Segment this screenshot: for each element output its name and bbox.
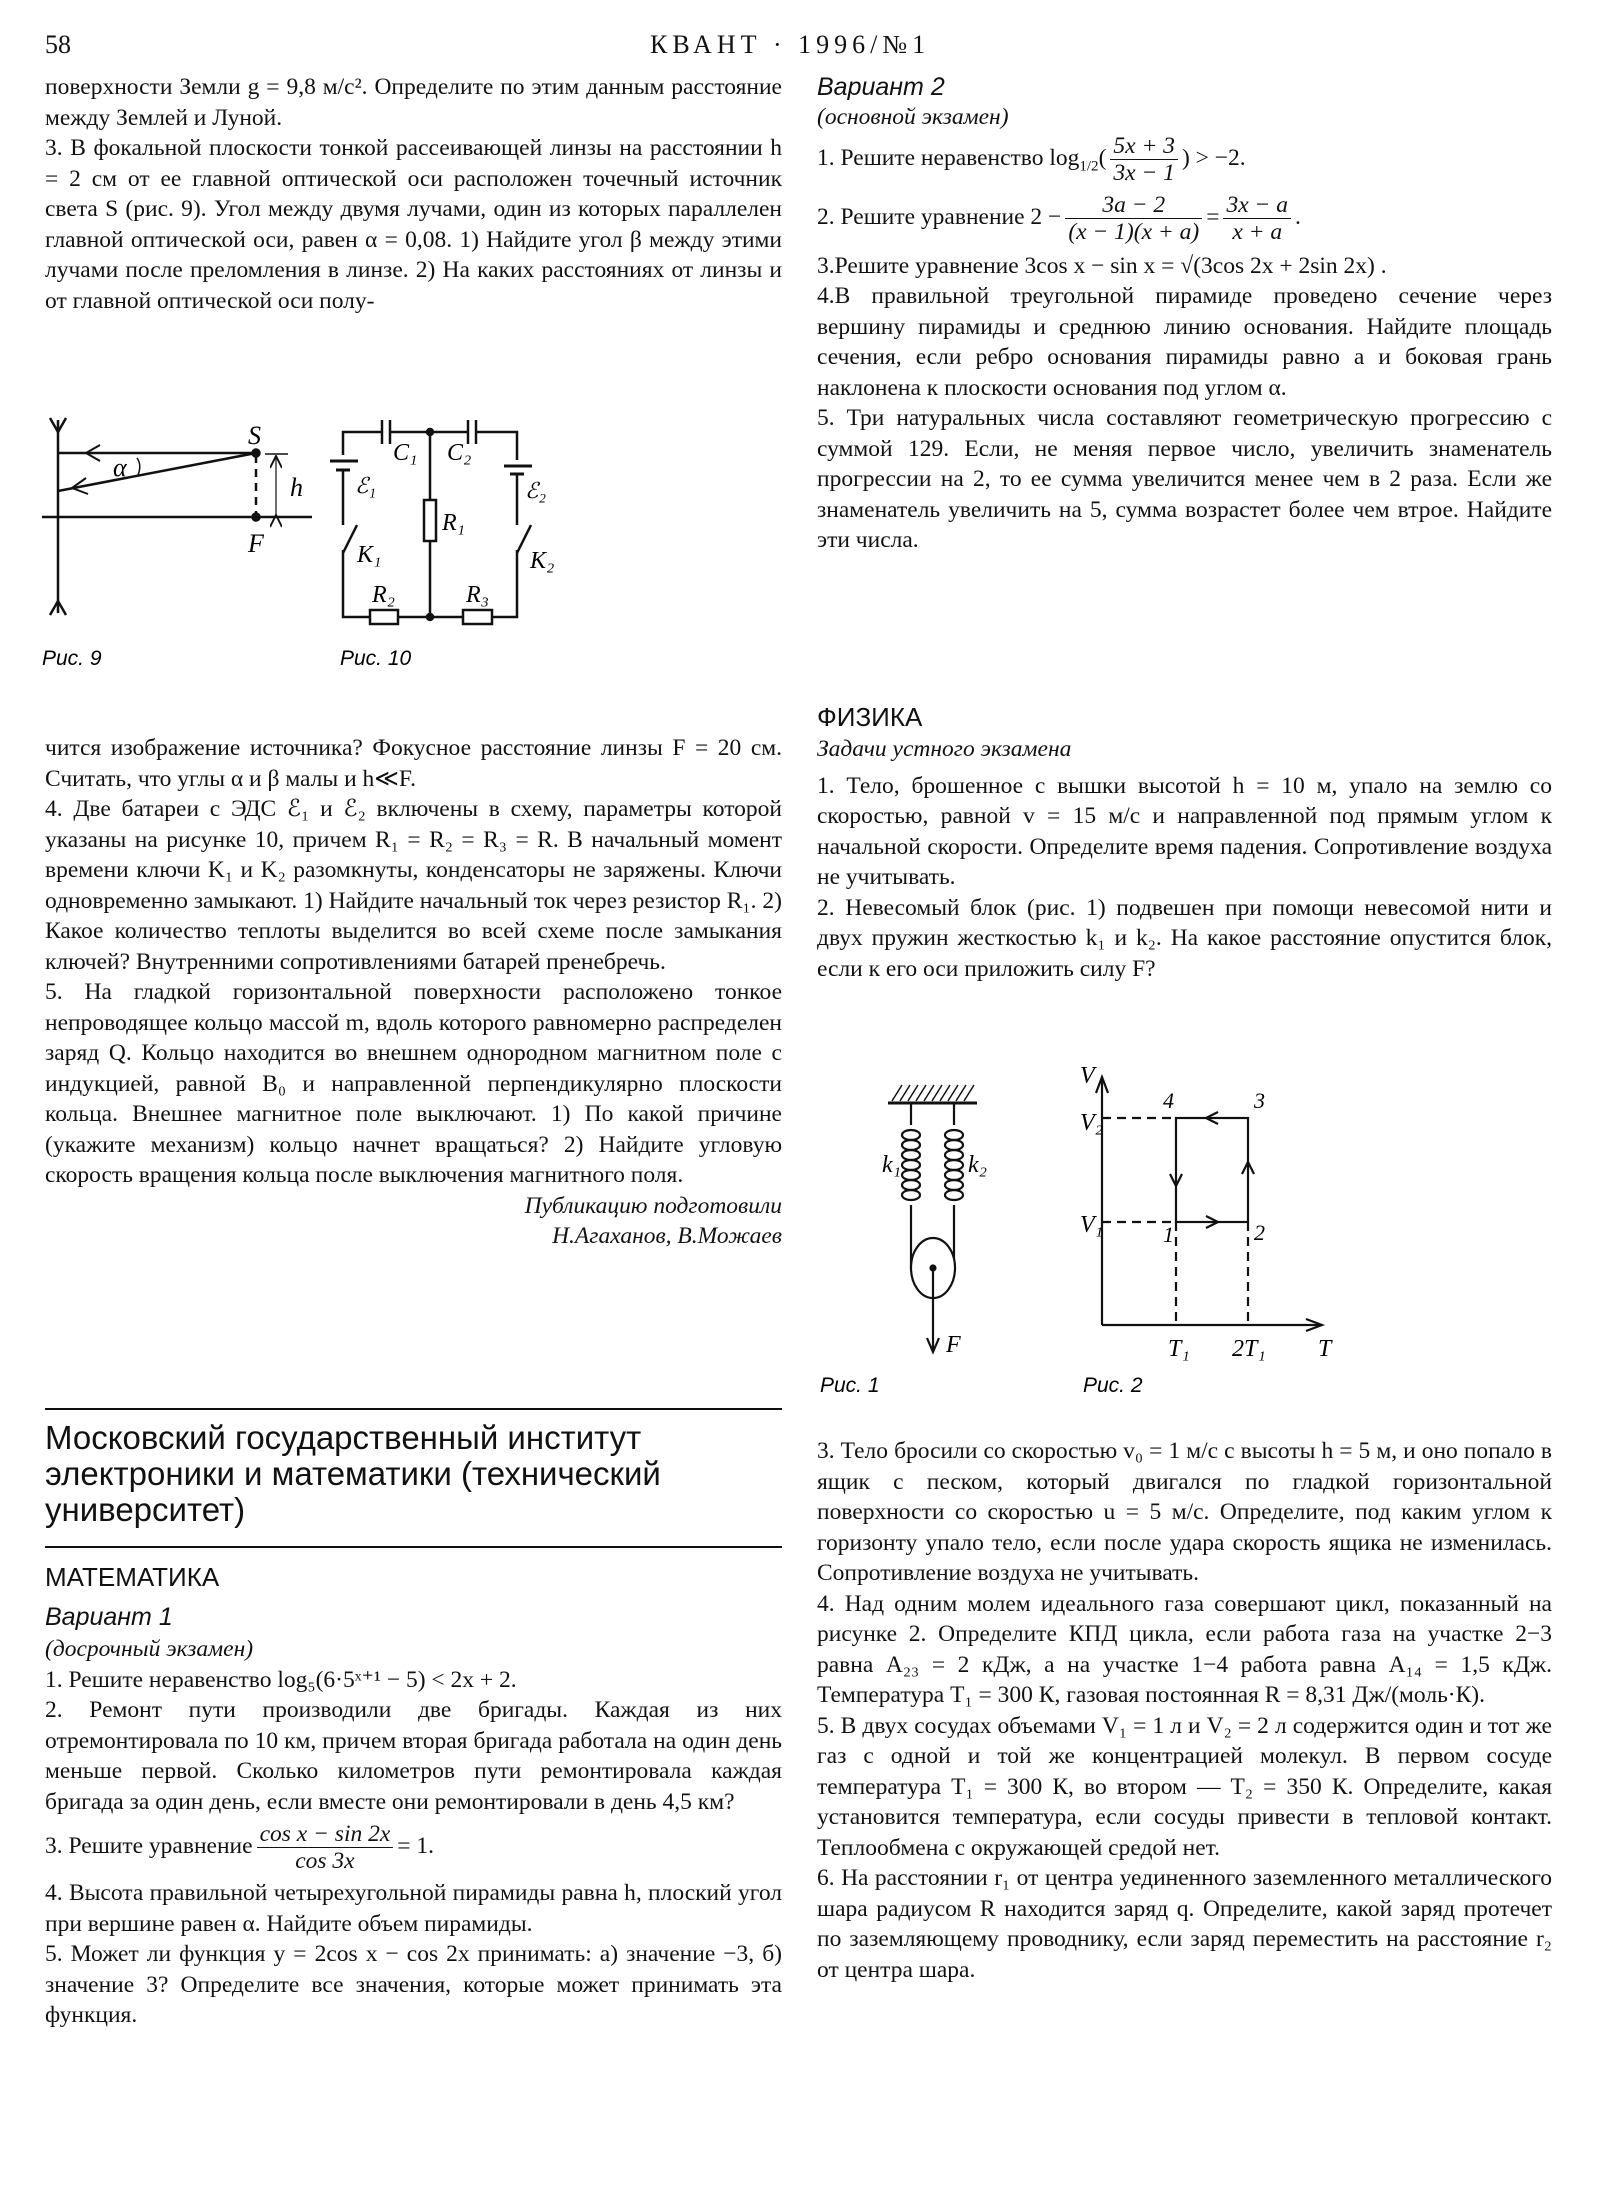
credit-line-2: Н.Агаханов, В.Можаев — [552, 1223, 782, 1249]
text: = — [1206, 203, 1220, 230]
point-2: 2 — [1254, 1220, 1265, 1245]
label-C1: C₁ — [393, 440, 418, 466]
label-R1: R₁ — [442, 510, 466, 536]
figure-9-caption: Рис. 9 — [42, 647, 102, 670]
exam-type: (досрочный экзамен) — [45, 1636, 254, 1662]
label-K1: K₁ — [357, 542, 382, 568]
problem-1: 1. Решите неравенство log₅(6·5ˣ⁺¹ − 5) < 2x + 2. — [45, 1666, 517, 1693]
section-title: Московский государственный институт электроники и математики (технический университет) — [45, 1419, 661, 1528]
label-K2: K₂ — [530, 548, 555, 574]
problem-1: 1. Решите неравенство $\log_{1/2}$( $\frac{5x + 3}{3x - 1}$ ) > −2. — [817, 132, 1246, 186]
label-R3: R₃ — [466, 582, 490, 608]
figure-2-VT-cycle — [1096, 1077, 1322, 1331]
label-T1: T₁ — [1168, 1336, 1190, 1362]
text: 5x + 3 — [1110, 133, 1178, 160]
journal-header: КВАНТ · 1996/№1 — [650, 30, 931, 59]
label-S: S — [248, 421, 261, 450]
figure-1-caption: Рис. 1 — [820, 1374, 880, 1397]
label-C2: C₂ — [447, 440, 472, 466]
paragraph: поверхности Земли g = 9,8 м/с². Определите по этим данным расстояние между Землей и Луной. — [45, 74, 782, 131]
point-1: 1 — [1163, 1222, 1174, 1247]
text: 2. Решите уравнение 2 − — [817, 203, 1062, 230]
figure-9-lens-diagram — [42, 418, 312, 615]
label-R2: R₂ — [372, 582, 396, 608]
text: 1. Решите неравенство log — [817, 144, 1080, 171]
problem-2: 2. Решите уравнение 2 − $\frac{3a - 2}{(x - 1)(x + a)}$ = $\frac{3x - a}{x + a}$ . — [817, 191, 1301, 245]
problem-2: 2. Ремонт пути производили две бригады. Каждая из них отремонтировала по 10 км, причем вторая бригада работала на один день меньше первой. Сколько километров пути ремонтировала каждая бригада за один день, если вместе они ремонтировали в день 4,5 км? — [45, 1697, 782, 1815]
problem-4: 4.В правильной треугольной пирамиде проведено сечение через вершину пирамиды и среднюю линию основания. Найдите площадь сечения, если ребро основания пирамиды равно a и боковая грань наклонена к плоскости основания под углом α. — [817, 283, 1552, 401]
problem-4: 4. Высота правильной четырехугольной пирамиды равна h, плоский угол при вершине равен α. Найдите объем пирамиды. — [45, 1880, 782, 1937]
exam-type: (основной экзамен) — [817, 104, 1009, 130]
problem-5: 5. В двух сосудах объемами V₁ = 1 л и V₂ = 2 л содержится один и тот же газ с одной и той же концентрацией молекул. В первом сосуде температура T₁ = 300 К, во втором — T₂ = 350 К. Определите, какая установится температура, если сосуды привести в тепловой контакт. Теплообмена с окружающей средой нет. — [817, 1712, 1552, 1861]
label-F: F — [248, 529, 264, 558]
label-E2: ℰ₂ — [525, 478, 546, 503]
figure-2-caption: Рис. 2 — [1083, 1374, 1143, 1397]
label-V1: V₁ — [1080, 1212, 1104, 1238]
label-V: V — [1080, 1063, 1095, 1089]
figure-10-caption: Рис. 10 — [340, 647, 412, 670]
text: x + a — [1232, 218, 1283, 245]
figure-1-pulley — [888, 1085, 977, 1352]
problem-6: 6. На расстоянии r₁ от центра уединенного заземленного металлического шара радиусом R находится заряд q. Определите, какой заряд протечет по заземляющему проводнику, если заряд переместить на расстояние r₂ от центра шара. — [817, 1865, 1552, 1983]
label-k2: k₂ — [968, 1152, 987, 1178]
label-h: h — [290, 473, 303, 502]
problem-5: 5. Может ли функция y = 2cos x − cos 2x принимать: а) значение −3, б) значение 3? Определите все значения, которые может принимать эта функция. — [45, 1941, 782, 2028]
text: cos 3x — [295, 1848, 355, 1874]
label-E1: ℰ₁ — [355, 473, 376, 498]
text: 3. Решите уравнение — [45, 1832, 253, 1859]
problem-2: 2. Невесомый блок (рис. 1) подвешен при помощи невесомой нити и двух пружин жесткостью k₁ и k₂. На какое расстояние опустится блок, если к его оси приложить силу F? — [817, 894, 1552, 982]
text: 1/2 — [1079, 158, 1099, 175]
problem-1: 1. Тело, брошенное с вышки высотой h = 10 м, упало на землю со скоростью, равной v = 15 м/с и направленной под прямым углом к начальной скорости. Определите время падения. Сопротивление воздуха не учитывать. — [817, 772, 1552, 890]
subject-heading: МАТЕМАТИКА — [45, 1562, 220, 1592]
problem-5: 5. Три натуральных числа составляют геометрическую прогрессию с суммой 129. Если, не меняя первое число, увеличить знаменатель прогрессии на 2, то ее сумма увеличится менее чем в 2 раза. Если же знаменатель увеличить на 5, сумма возрастет более чем втрое. Найдите эти числа. — [817, 405, 1552, 553]
credit-line-1: Публикацию подготовили — [524, 1192, 782, 1219]
point-3: 3 — [1254, 1088, 1265, 1113]
text: 3x − a — [1223, 192, 1291, 219]
variant-heading: Вариант 2 — [817, 73, 945, 101]
label-T: T — [1318, 1336, 1332, 1362]
problem-3: 3. Тело бросили со скоростью v₀ = 1 м/с с высоты h = 5 м, и оно попало в ящик с песком, который двигался по гладкой горизонтальной поверхности со скоростью u = 5 м/с. Определите, под каким углом к горизонту упало тело, если после удара скорость ящика не изменилась. Сопротивление воздуха не учитывать. — [817, 1438, 1552, 1586]
text: cos x − sin 2x — [257, 1821, 394, 1848]
figure-10-circuit — [330, 420, 532, 624]
variant-heading: Вариант 1 — [45, 1603, 173, 1631]
page-number: 58 — [45, 30, 71, 59]
problem-4: 4. Над одним молем идеального газа совершают цикл, показанный на рисунке 2. Определите КПД цикла, если работа газа на участке 2−3 равна A₂₃ = 2 кДж, а на участке 1−4 работа равна A₁₄ = 1,5 кДж. Температура T₁ = 300 К, газовая постоянная R = 8,31 Дж/(моль·К). — [817, 1590, 1552, 1708]
subject-heading: ФИЗИКА — [817, 702, 923, 732]
point-4: 4 — [1163, 1088, 1174, 1113]
label-k1: k₁ — [882, 1152, 901, 1178]
problem-3: 3.Решите уравнение 3cos x − sin x = √(3cos 2x + 2sin 2x) . — [817, 252, 1387, 279]
paragraph: чится изображение источника? Фокусное расстояние линзы F = 20 см. Считать, что углы α и β малы и h≪F. — [45, 735, 782, 792]
text: > −2. — [1195, 144, 1246, 171]
label-V2: V₂ — [1080, 1110, 1104, 1136]
text: 3a − 2 — [1065, 192, 1202, 219]
subtitle: Задачи устного экзамена — [817, 736, 1072, 762]
text: 3x − 1 — [1113, 159, 1175, 186]
label-F: F — [946, 1332, 961, 1358]
label-2T1: 2T₁ — [1232, 1336, 1266, 1362]
problem-5: 5. На гладкой горизонтальной поверхности расположено тонкое непроводящее кольцо массой m, вдоль которого равномерно распределен заряд Q. Кольцо находится во внешнем однородном магнитном поле с индукцией, равной B₀ и направленной перпендикулярно плоскости кольца. Внешнее магнитное поле выключают. 1) По какой причине (укажите механизм) кольцо начнет вращаться? 2) Найдите угловую скорость вращения кольца после выключения магнитного поля. — [45, 979, 782, 1188]
label-alpha: α — [113, 453, 127, 482]
problem-3: 3. В фокальной плоскости тонкой рассеивающей линзы на расстоянии h = 2 см от ее главной оптической оси расположен точечный источник света S (рис. 9). Угол между двумя лучами, один из которых параллелен главной оптической оси, равен α = 0,08. 1) Найдите угол β между этими лучами после преломления в линзе. 2) На каких расстояниях от линзы и от главной оптической оси полу- — [45, 135, 782, 314]
problem-4: 4. Две батареи с ЭДС ℰ₁ и ℰ₂ включены в схему, параметры которой указаны на рисунке 10, причем R₁ = R₂ = R₃ = R. В начальный момент времени ключи K₁ и K₂ разомкнуты, конденсаторы не заряжены. Ключи одновременно замыкают. 1) Найдите начальный ток через резистор R₁. 2) Какое количество теплоты выделится во всей схеме после замыкания ключей? Внутренними сопротивлениями батарей пренебречь. — [45, 796, 782, 975]
text: (x − 1)(x + a) — [1068, 218, 1200, 245]
text: = 1. — [397, 1832, 435, 1859]
